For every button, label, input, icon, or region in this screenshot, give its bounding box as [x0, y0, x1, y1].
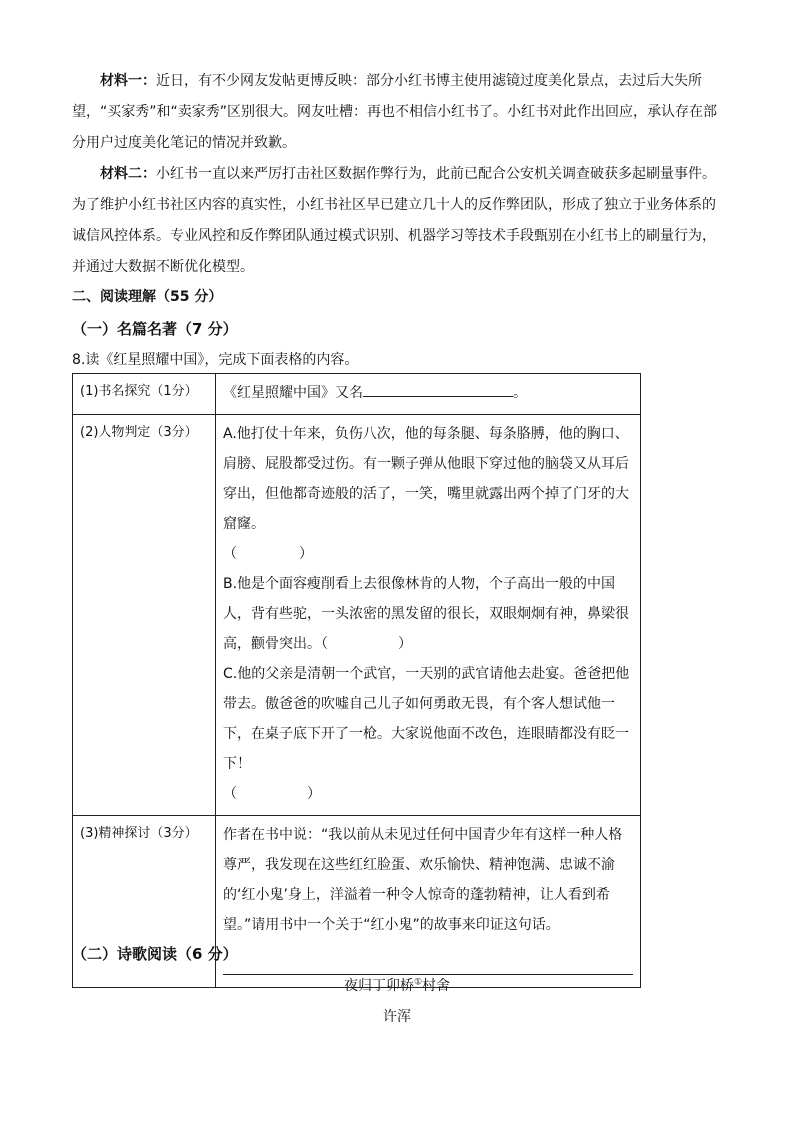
row1-suffix: 。	[513, 385, 527, 401]
material-2-label: 材料二：	[100, 166, 156, 182]
part-1-heading: （一）名篇名著（7 分）	[72, 320, 238, 338]
footnote-mark: ①	[413, 977, 423, 988]
character-c-answer[interactable]	[223, 779, 633, 809]
book-alias-blank[interactable]	[363, 378, 513, 397]
character-b-answer[interactable]	[321, 636, 412, 652]
material-2-text: 小红书一直以来严厉打击社区数据作弊行为，此前已配合公安机关调查破获多起刷量事件。为了维护小红书社区内容的真实性，小红书社区早已建立几十人的反作弊团队，形成了独立于业务体系的诚信风控体系。专业风控和反作弊团队通过模式识别、机器学习等技术手段甄别在小红书上的刷量行为，并通过大数据不断优化模型。	[72, 166, 716, 275]
poem-author: 许浑	[383, 1009, 411, 1025]
poem-title	[0, 975, 794, 995]
poem-title-before: 夜归丁卯桥	[343, 978, 414, 994]
character-b-text: B.他是个面容瘦削看上去很像林肯的人物，个子高出一般的中国人，背有些驼，一头浓密的黑发留的很长，双眼炯炯有神，鼻梁很高，颧骨突出。	[223, 576, 629, 652]
paren-open: （	[223, 546, 237, 562]
spirit-question-text: 作者在书中说：“我以前从未见过任何中国青少年有这样一种人格尊严，我发现在这些红红脸蛋、欢乐愉快、精神饱满、忠诚不渝的‘红小鬼’身上，洋溢着一种令人惊奇的蓬勃精神，让人看到希望。”请用书中一个关于“红小鬼”的故事来印证这句话。	[223, 827, 623, 933]
material-1	[72, 66, 722, 159]
section-2-heading: 二、阅读理解（55 分）	[72, 289, 223, 305]
row2-label: (2)人物判定（3分）	[73, 415, 216, 816]
reading-table	[72, 373, 641, 988]
table-row	[73, 374, 641, 415]
spirit-answer-line[interactable]	[223, 952, 633, 975]
poem-title-after: 村舍	[422, 978, 451, 994]
row1-label: (1)书名探究（1分）	[73, 374, 216, 415]
row3-label: (3)精神探讨（3分）	[73, 816, 216, 988]
question-8-intro: 8.读《红星照耀中国》，完成下面表格的内容。	[72, 352, 359, 368]
paren-close: ）	[307, 786, 321, 802]
row2-content	[216, 415, 641, 816]
row1-content	[216, 374, 641, 415]
part-2-heading: （二）诗歌阅读（6 分）	[72, 945, 238, 963]
material-2	[72, 159, 722, 283]
table-row	[73, 415, 641, 816]
character-b	[223, 569, 633, 659]
paren-close: ）	[398, 636, 412, 652]
character-c-text: C.他的父亲是清朝一个武官，一天别的武官请他去赴宴。爸爸把他带去。傲爸爸的吹嘘自己儿子如何勇敢无畏，有个客人想试他一下，在桌子底下开了一枪。大家说他面不改色，连眼睛都没有眨一下！	[223, 666, 630, 772]
row1-prefix: 《红星照耀中国》又名	[223, 385, 363, 401]
material-1-text: 近日，有不少网友发帖更博反映：部分小红书博主使用滤镜过度美化景点，去过后大失所望，“买家秀”和“卖家秀”区别很大。网友吐槽：再也不相信小红书了。小红书对此作出回应，承认存在部分用户过度美化笔记的情况并致歉。	[72, 73, 718, 151]
row3-content	[216, 816, 641, 988]
paren-open: （	[223, 786, 237, 802]
character-a-text: A.他打仗十年来，负伤八次，他的每条腿、每条胳膊，他的胸口、肩膀、屁股都受过伤。有一颗子弹从他眼下穿过他的脑袋又从耳后穿出，但他都奇迹般的活了，一笑，嘴里就露出两个掉了门牙的大窟窿。	[223, 426, 629, 532]
paren-close: ）	[299, 546, 313, 562]
paren-open: （	[321, 636, 328, 652]
character-a-answer[interactable]	[223, 539, 633, 569]
material-1-label: 材料一：	[100, 73, 156, 89]
